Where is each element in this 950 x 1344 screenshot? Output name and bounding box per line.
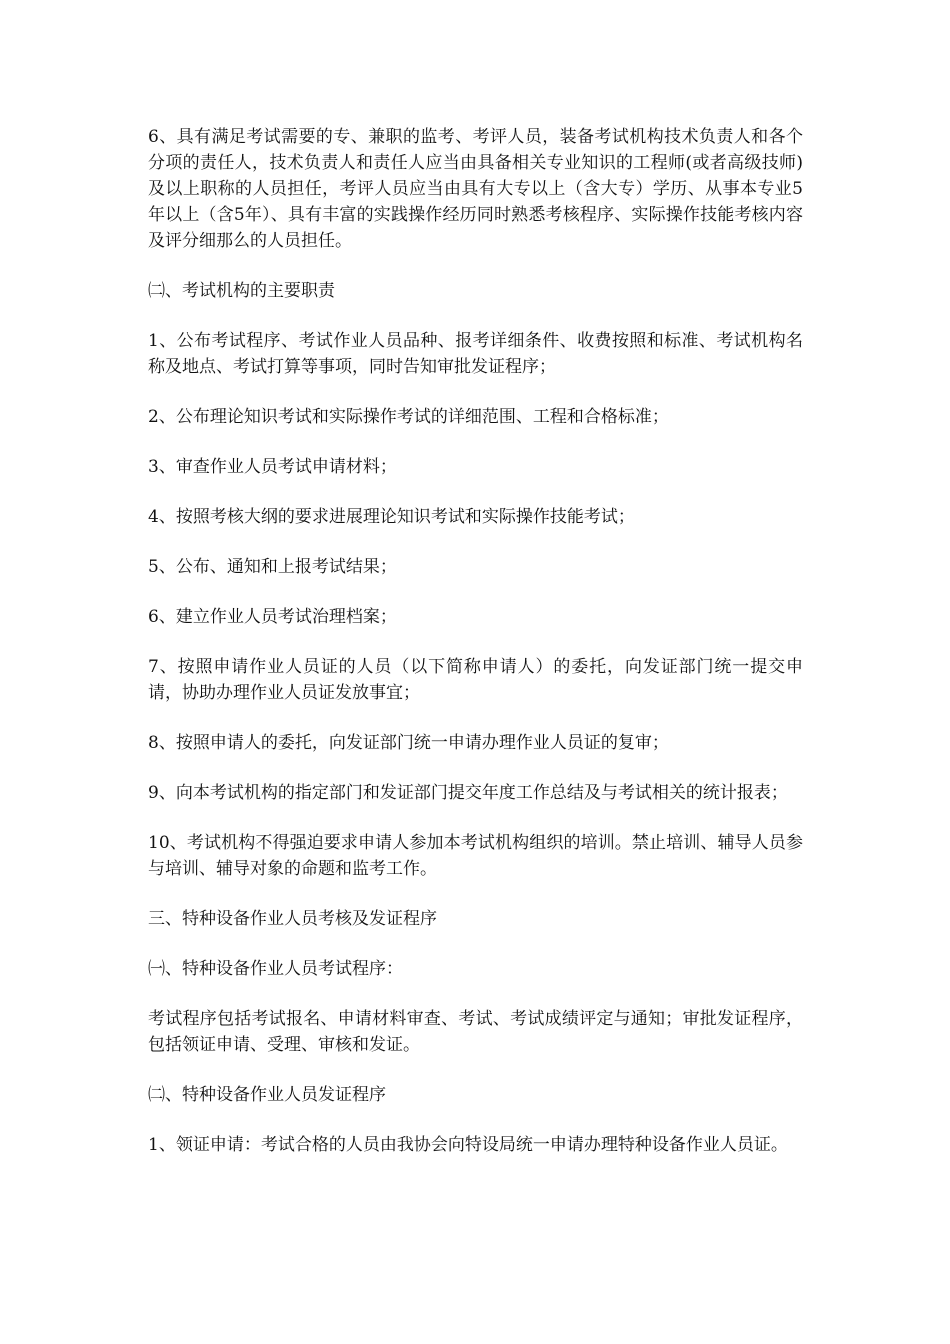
paragraph-duty-2: 2、公布理论知识考试和实际操作考试的详细范围、工程和合格标准；	[148, 407, 669, 427]
paragraph-certification-step-1: 1、领证申请：考试合格的人员由我协会向特设局统一申请办理特种设备作业人员证。	[148, 1135, 788, 1155]
subsection-heading-exam-procedure: ㈠、特种设备作业人员考试程序：	[148, 959, 403, 979]
section-heading-exam-institution-duties: ㈡、考试机构的主要职责	[148, 281, 335, 301]
paragraph-duty-1: 1、公布考试程序、考试作业人员品种、报考详细条件、收费按照和标准、考试机构名称及地点、考试打算等事项，同时告知审批发证程序；	[148, 331, 803, 377]
paragraph-duty-7: 7、按照申请作业人员证的人员（以下简称申请人）的委托，向发证部门统一提交申请，协助办理作业人员证发放事宜；	[148, 657, 803, 703]
paragraph-duty-3: 3、审查作业人员考试申请材料；	[148, 457, 397, 477]
document-page	[148, 124, 803, 1182]
paragraph-duty-6: 6、建立作业人员考试治理档案；	[148, 607, 397, 627]
paragraph-qualification-6: 6、具有满足考试需要的专、兼职的监考、考评人员，装备考试机构技术负责人和各个分项的责任人，技术负责人和责任人应当由具备相关专业知识的工程师(或者高级技师)及以上职称的人员担任，考评人员应当由具有大专以上（含大专）学历、从事本专业5年以上（含5年）、具有丰富的实践操作经历同时熟悉考核程序、实际操作技能考核内容及评分细那么的人员担任。	[148, 127, 803, 251]
subsection-heading-certification-procedure: ㈡、特种设备作业人员发证程序	[148, 1085, 386, 1105]
paragraph-duty-5: 5、公布、通知和上报考试结果；	[148, 557, 397, 577]
paragraph-duty-10: 10、考试机构不得强迫要求申请人参加本考试机构组织的培训。禁止培训、辅导人员参与培训、辅导对象的命题和监考工作。	[148, 833, 803, 879]
section-heading-assessment-procedure: 三、特种设备作业人员考核及发证程序	[148, 909, 437, 929]
paragraph-duty-4: 4、按照考核大纲的要求进展理论知识考试和实际操作技能考试；	[148, 507, 635, 527]
paragraph-duty-8: 8、按照申请人的委托，向发证部门统一申请办理作业人员证的复审；	[148, 733, 669, 753]
paragraph-exam-procedure: 考试程序包括考试报名、申请材料审查、考试、考试成绩评定与通知；审批发证程序，包括领证申请、受理、审核和发证。	[148, 1009, 803, 1055]
paragraph-duty-9: 9、向本考试机构的指定部门和发证部门提交年度工作总结及与考试相关的统计报表；	[148, 783, 788, 803]
